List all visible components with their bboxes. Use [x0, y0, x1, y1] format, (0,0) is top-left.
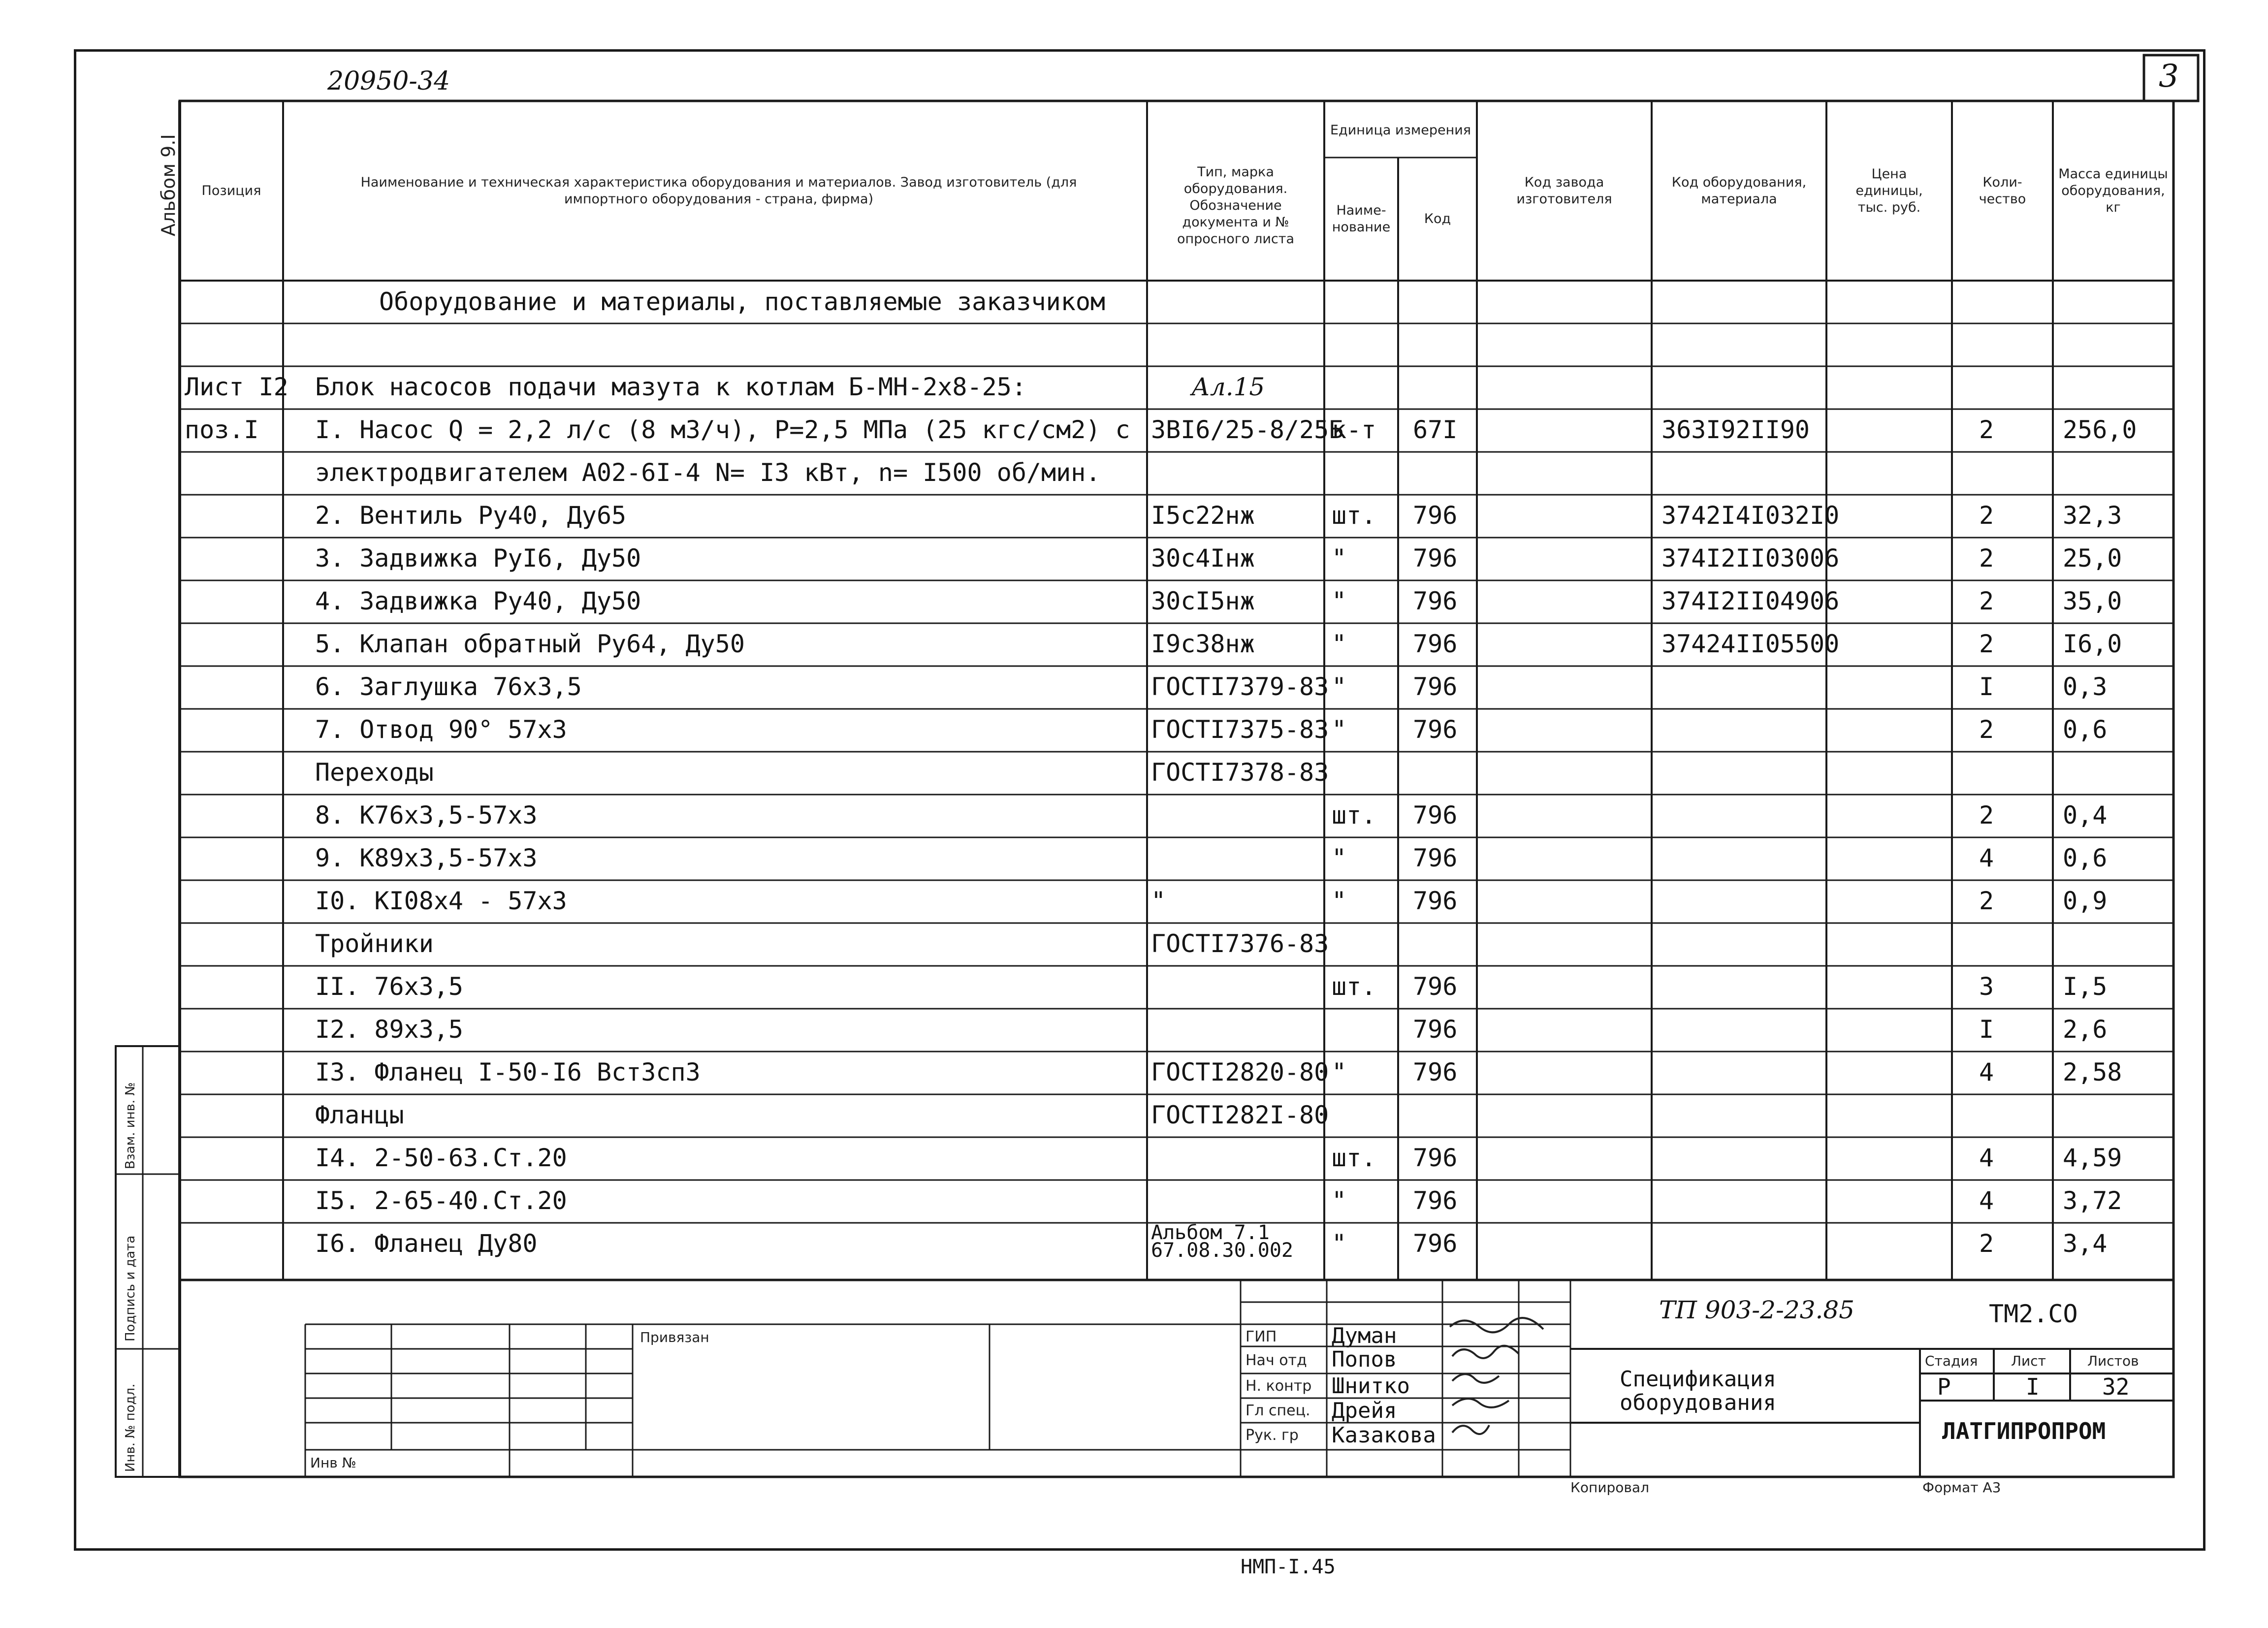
row-unit: шт.: [1332, 1144, 1376, 1172]
row-mass: 25,0: [2063, 544, 2122, 573]
row-type: ГОСТI7378-83: [1151, 758, 1329, 787]
row-unit-code: 796: [1413, 672, 1458, 701]
row-unit: ": [1332, 630, 1347, 658]
album-side-label: Альбом 9.I: [158, 134, 179, 236]
row-unit: шт.: [1332, 801, 1376, 830]
row-name: I5. 2-65-40.Ст.20: [315, 1186, 567, 1215]
row-unit: ": [1332, 672, 1347, 701]
row-quantity: 2: [1979, 801, 1994, 830]
row-equipment-code: 363I92II90: [1661, 415, 1810, 444]
row-unit: шт.: [1332, 501, 1376, 530]
row-type: ГОСТI7376-83: [1151, 929, 1329, 958]
row-name: 4. Задвижка Ру40, Ду50: [315, 587, 641, 615]
row-type: ГОСТI7375-83: [1151, 715, 1329, 744]
row-quantity: 2: [1979, 887, 1994, 915]
row-mass: 35,0: [2063, 587, 2122, 615]
row-quantity: 4: [1979, 844, 1994, 872]
role-control: Н. контр: [1246, 1377, 1312, 1395]
row-position: поз.I: [185, 415, 259, 444]
row-unit-code: 796: [1413, 1015, 1458, 1044]
row-name: 2. Вентиль Ру40, Ду65: [315, 501, 627, 530]
row-unit-code: 796: [1413, 1229, 1458, 1258]
name-control: Шнитко: [1332, 1373, 1410, 1399]
row-name: Переходы: [315, 758, 434, 787]
name-chief-spec: Дрейя: [1332, 1398, 1397, 1423]
row-type: ГОСТI2820-80: [1151, 1058, 1329, 1086]
header-unit-code: Код: [1424, 211, 1451, 226]
organization: ЛАТГИПРОПРОМ: [1942, 1418, 2106, 1444]
row-quantity: I: [1979, 1015, 1994, 1044]
row-type: 30сI5нж: [1151, 587, 1255, 615]
header-name: Наименование и техническая характеристика оборудования и материалов. Завод изготовитель (для импортного оборудования - страна, фирма): [360, 174, 1077, 207]
row-equipment-code: 374I2II03006: [1661, 544, 1840, 573]
row-name: 7. Отвод 90° 57х3: [315, 715, 567, 744]
row-unit-code: 796: [1413, 715, 1458, 744]
row-quantity: 4: [1979, 1144, 1994, 1172]
row-unit-code: 796: [1413, 544, 1458, 573]
project-number: ТП 903-2-23.85: [1659, 1296, 1855, 1324]
role-head: Нач отд: [1246, 1352, 1307, 1369]
doc-number: 20950-34: [327, 66, 450, 96]
row-quantity: 2: [1979, 715, 1994, 744]
row-type: ГОСТI282I-80: [1151, 1101, 1329, 1129]
row-unit: шт.: [1332, 972, 1376, 1001]
stage-label: Стадия: [1925, 1353, 1978, 1369]
sheet-value: I: [2026, 1373, 2040, 1400]
row-mass: 0,6: [2063, 844, 2108, 872]
row-unit: ": [1332, 1229, 1347, 1258]
doc-code: ТМ2.СО: [1989, 1300, 2078, 1328]
row-name: 9. К89х3,5-57х3: [315, 844, 538, 872]
row-unit-code: 796: [1413, 587, 1458, 615]
header-factory-code: Код завода изготовителя: [1516, 174, 1612, 207]
row-name: Тройники: [315, 929, 434, 958]
inv-label: Инв №: [310, 1455, 356, 1471]
row-position: Лист I2: [185, 373, 288, 401]
row-mass: 4,59: [2063, 1144, 2122, 1172]
row-quantity: 2: [1979, 630, 1994, 658]
row-quantity: 2: [1979, 587, 1994, 615]
row-mass: 0,3: [2063, 672, 2108, 701]
role-group-head: Рук. гр: [1246, 1427, 1299, 1444]
header-unit-name: Наиме-нование: [1332, 203, 1391, 235]
row-name: Фланцы: [315, 1101, 404, 1129]
row-name: 5. Клапан обратный Ру64, Ду50: [315, 630, 745, 658]
row-unit: ": [1332, 1186, 1347, 1215]
row-equipment-code: 37424II05500: [1661, 630, 1840, 658]
role-chief-spec: Гл спец.: [1246, 1402, 1310, 1419]
sheet-label: Лист: [2011, 1353, 2046, 1369]
row-type: Альбом 7.1 67.08.30.002: [1151, 1221, 1293, 1262]
row-mass: 0,4: [2063, 801, 2108, 830]
sheets-value: 32: [2102, 1373, 2130, 1400]
header-unit-group: Единица измерения: [1330, 123, 1471, 138]
copied-label: Копировал: [1570, 1479, 1649, 1496]
row-unit: к-т: [1332, 415, 1376, 444]
row-unit-code: 796: [1413, 501, 1458, 530]
row-mass: 3,4: [2063, 1229, 2108, 1258]
row-name: I. Насос Q = 2,2 л/с (8 м3/ч), Р=2,5 МПа (25 кгс/см2) с: [315, 415, 1130, 444]
row-unit: ": [1332, 544, 1347, 573]
row-unit-code: 796: [1413, 1186, 1458, 1215]
row-quantity: 2: [1979, 501, 1994, 530]
row-equipment-code: 374I2II04906: [1661, 587, 1840, 615]
header-mass: Масса единицы оборудования, кг: [2058, 166, 2168, 215]
row-unit-code: 796: [1413, 972, 1458, 1001]
row-mass: I,5: [2063, 972, 2108, 1001]
row-quantity: I: [1979, 672, 1994, 701]
sheet-title: Спецификация оборудования: [1620, 1367, 1776, 1415]
row-type: 3ВI6/25-8/25Б: [1151, 415, 1344, 444]
row-unit-code: 796: [1413, 1058, 1458, 1086]
side-original-inv: Инв. № подл.: [123, 1383, 138, 1472]
row-name: II. 76х3,5: [315, 972, 464, 1001]
row-mass: 256,0: [2063, 415, 2137, 444]
row-name: Блок насосов подачи мазута к котлам Б-МН-2х8-25:: [315, 373, 1026, 401]
sheets-label: Листов: [2087, 1353, 2139, 1369]
row-unit-code: 796: [1413, 1144, 1458, 1172]
row-unit-code: 796: [1413, 630, 1458, 658]
name-head: Попов: [1332, 1347, 1397, 1372]
side-signature-date: Подпись и дата: [123, 1235, 138, 1341]
row-mass: 0,9: [2063, 887, 2108, 915]
row-name: I6. Фланец Ду80: [315, 1229, 538, 1258]
row-unit-code: 796: [1413, 887, 1458, 915]
row-name: I4. 2-50-63.Ст.20: [315, 1144, 567, 1172]
row-quantity: 4: [1979, 1058, 1994, 1086]
row-name: I2. 89х3,5: [315, 1015, 464, 1044]
bound-label: Привязан: [640, 1329, 709, 1345]
row-quantity: 2: [1979, 1229, 1994, 1258]
name-gip: Думан: [1332, 1323, 1397, 1348]
format-label: Формат А3: [1922, 1479, 2001, 1496]
row-type: I5с22нж: [1151, 501, 1255, 530]
row-unit-code: 67I: [1413, 415, 1458, 444]
signatures: [1445, 1305, 1568, 1452]
row-quantity: 2: [1979, 544, 1994, 573]
header-price: Цена единицы, тыс. руб.: [1855, 166, 1923, 215]
row-type: ": [1151, 887, 1166, 915]
row-unit-code: 796: [1413, 844, 1458, 872]
row-name: 8. К76х3,5-57х3: [315, 801, 538, 830]
section-title: Оборудование и материалы, поставляемые заказчиком: [379, 287, 1106, 316]
row-mass: 0,6: [2063, 715, 2108, 744]
header-quantity: Коли-чество: [1979, 174, 2026, 207]
row-mass: 2,58: [2063, 1058, 2122, 1086]
row-mass: 2,6: [2063, 1015, 2108, 1044]
header-position: Позиция: [201, 183, 261, 198]
row-name: I3. Фланец I-50-I6 ВстЗсп3: [315, 1058, 701, 1086]
header-type: Тип, марка оборудования. Обозначение документа и № опросного листа: [1177, 164, 1295, 247]
row-name: I0. КI08х4 - 57х3: [315, 887, 567, 915]
row-type: I9с38нж: [1151, 630, 1255, 658]
row-unit: ": [1332, 1058, 1347, 1086]
name-group-head: Казакова: [1332, 1423, 1436, 1448]
row-equipment-code: 3742I4I032I0: [1661, 501, 1840, 530]
row-mass: 32,3: [2063, 501, 2122, 530]
row-unit-code: 796: [1413, 801, 1458, 830]
row-unit: ": [1332, 887, 1347, 915]
row-type: ГОСТI7379-83: [1151, 672, 1329, 701]
page-number: 3: [2159, 58, 2179, 95]
header-equipment-code: Код оборудования, материала: [1671, 174, 1807, 207]
row-unit: ": [1332, 715, 1347, 744]
stage-value: Р: [1937, 1373, 1951, 1400]
row-mass: 3,72: [2063, 1186, 2122, 1215]
footer-code: НМП-I.45: [1241, 1556, 1336, 1578]
row-type: Ал.15: [1191, 373, 1265, 401]
row-quantity: 4: [1979, 1186, 1994, 1215]
row-mass: I6,0: [2063, 630, 2122, 658]
row-quantity: 2: [1979, 415, 1994, 444]
row-type: 30с4Iнж: [1151, 544, 1255, 573]
row-name: 6. Заглушка 76х3,5: [315, 672, 582, 701]
row-name: электродвигателем А02-6I-4 N= I3 кВт, n= I500 об/мин.: [315, 458, 1101, 487]
row-name: 3. Задвижка РуI6, Ду50: [315, 544, 641, 573]
role-gip: ГИП: [1246, 1328, 1277, 1345]
row-quantity: 3: [1979, 972, 1994, 1001]
row-unit: ": [1332, 587, 1347, 615]
side-replace-inv: Взам. инв. №: [123, 1082, 138, 1169]
row-unit: ": [1332, 844, 1347, 872]
